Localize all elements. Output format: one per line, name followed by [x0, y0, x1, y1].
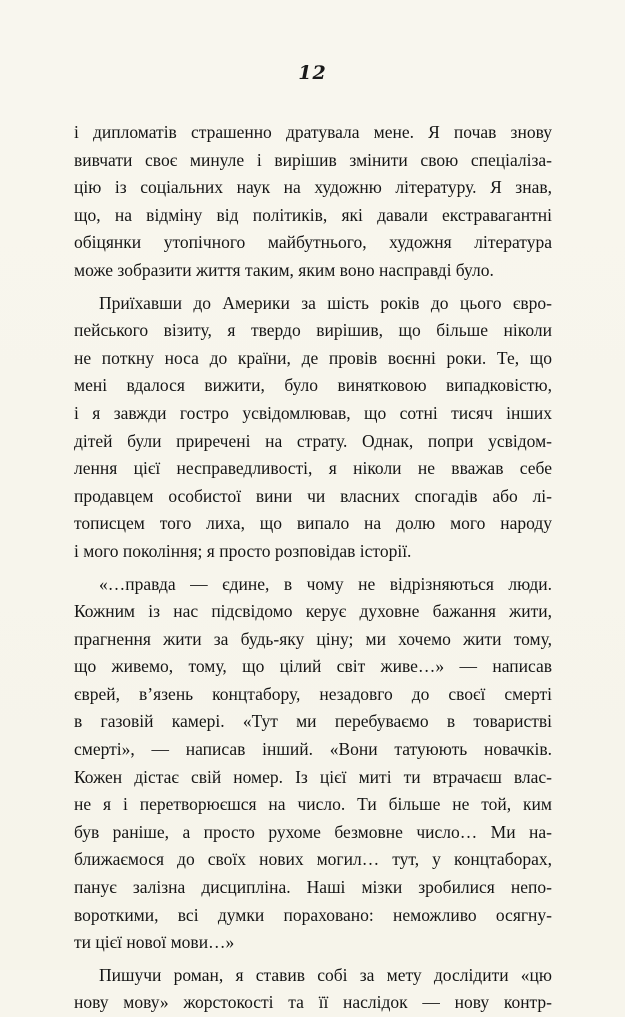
text-line: дітей були приречені на страту. Однак, попри усвідом- — [74, 430, 552, 451]
text-line: що живемо, тому, що цілий світ живе…» — написав — [74, 656, 552, 677]
text-line: може зобразити життя таким, яким воно насправді було. — [74, 259, 494, 280]
text-line: мені вдалося вижити, було винятковою випадковістю, — [74, 375, 552, 396]
paragraph — [74, 571, 552, 957]
text-line: не поткну носа до країни, де провів воєнні роки. Те, що — [74, 347, 552, 368]
text-line: і я завжди гостро усвідомлював, що сотні тисяч інших — [74, 402, 552, 423]
text-line: лення цієї несправедливості, я ніколи не вважав себе — [74, 458, 552, 479]
paragraph — [74, 962, 552, 1017]
text-line: ти цієї нової мови…» — [74, 932, 235, 953]
text-line: «…правда — єдине, в чому не відрізняються люди. — [99, 573, 552, 594]
text-line: обіцянки утопічного майбутнього, художня література — [74, 232, 552, 253]
text-line: нову мову» жорстокості та її наслідок — нову контр- — [74, 992, 552, 1013]
body-text — [74, 119, 552, 1017]
text-line: Приїхавши до Америки за шість років до цього євро- — [99, 292, 552, 313]
text-line: не я і перетворюєшся на число. Ти більше не той, ким — [74, 794, 552, 815]
text-line: ближаємося до своїх нових могил… тут, у концтаборах, — [74, 849, 552, 870]
paragraph — [74, 290, 552, 566]
paragraph — [74, 119, 552, 285]
text-line: Кожен дістає свій номер. Із цієї миті ти втрачаєш влас- — [74, 766, 552, 787]
text-line: єврей, в’язень концтабору, незадовго до своєї смерті — [74, 683, 552, 704]
text-line: пейського візиту, я твердо вирішив, що більше ніколи — [74, 320, 552, 341]
text-line: тописцем того лиха, що випало на долю мого народу — [74, 513, 552, 534]
text-line: панує залізна дисципліна. Наші мізки зробилися непо- — [74, 877, 552, 898]
text-line: вивчати своє минуле і вирішив змінити свою спеціаліза- — [74, 149, 552, 170]
text-line: цію із соціальних наук на художню літературу. Я знав, — [74, 177, 552, 198]
text-line: вороткими, всі думки пораховано: неможливо осягну- — [74, 904, 552, 925]
text-line: що, на відміну від політиків, які давали екстравагантні — [74, 204, 552, 225]
text-line: смерті», — написав інший. «Вони татуюють новачків. — [74, 739, 552, 760]
text-line: продавцем особистої вини чи власних спогадів або лі- — [74, 485, 552, 506]
text-line: прагнення жити за будь-яку ціну; ми хочемо жити тому, — [74, 628, 552, 649]
text-line: і дипломатів страшенно дратувала мене. Я почав знову — [74, 122, 552, 142]
text-line: в газовій камері. «Тут ми перебуваємо в товаристві — [74, 711, 552, 732]
text-line: Кожним із нас підсвідомо керує духовне бажання жити, — [74, 601, 552, 622]
page-number: 12 — [298, 62, 327, 84]
text-line: і мого покоління; я просто розповідав історії. — [74, 540, 412, 561]
text-line: був раніше, а просто рухоме безмовне число… Ми на- — [74, 821, 552, 842]
text-line: Пишучи роман, я ставив собі за мету дослідити «цю — [99, 964, 552, 985]
